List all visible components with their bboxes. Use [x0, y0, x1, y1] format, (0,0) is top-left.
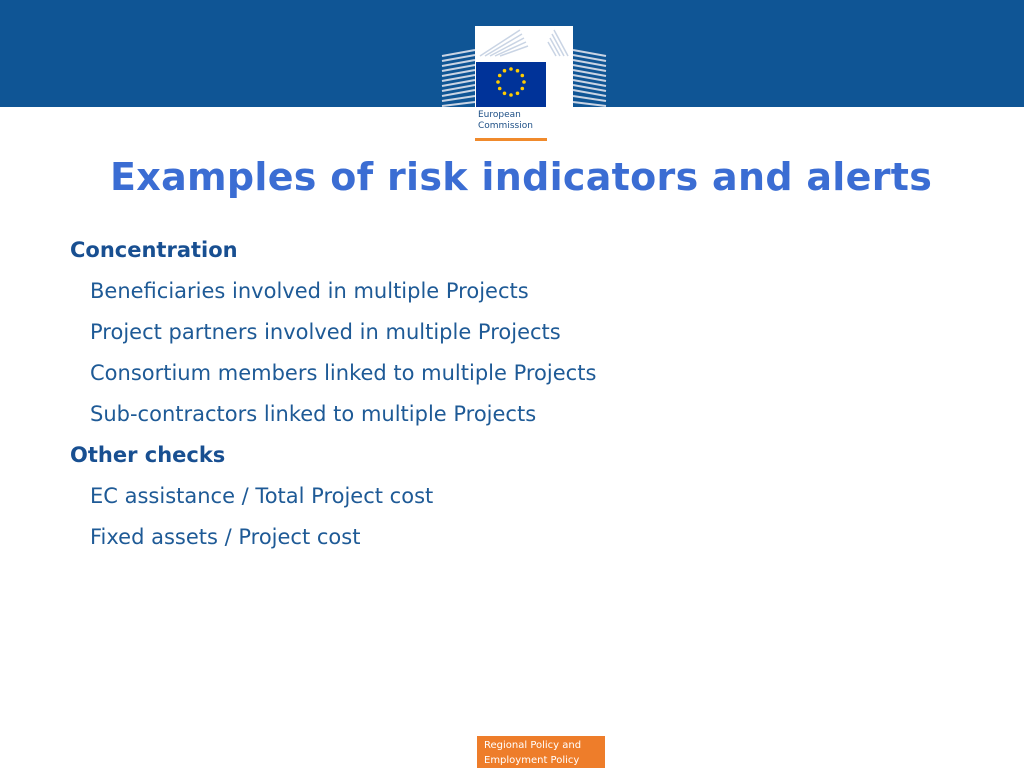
- footer-line-1: Regional Policy and: [484, 740, 582, 751]
- logo-accent-line: [475, 138, 547, 141]
- list-item: Fixed assets / Project cost: [90, 525, 361, 549]
- logo-text: [478, 110, 533, 132]
- page-title: Examples of risk indicators and alerts: [110, 155, 933, 199]
- list-item: Sub-contractors linked to multiple Projects: [90, 402, 537, 426]
- logo-line-2: Commission: [478, 121, 533, 131]
- content-list: [70, 236, 970, 564]
- list-item: Beneficiaries involved in multiple Projects: [90, 279, 529, 303]
- logo-line-1: European: [478, 110, 521, 120]
- list-item: EC assistance / Total Project cost: [90, 484, 434, 508]
- section-heading-other-checks: Other checks: [70, 443, 226, 467]
- list-item: Consortium members linked to multiple Projects: [90, 361, 597, 385]
- section-heading-concentration: Concentration: [70, 238, 238, 262]
- footer-line-2: Employment Policy: [484, 755, 580, 766]
- list-item: Project partners involved in multiple Projects: [90, 320, 561, 344]
- footer-badge: [477, 736, 605, 768]
